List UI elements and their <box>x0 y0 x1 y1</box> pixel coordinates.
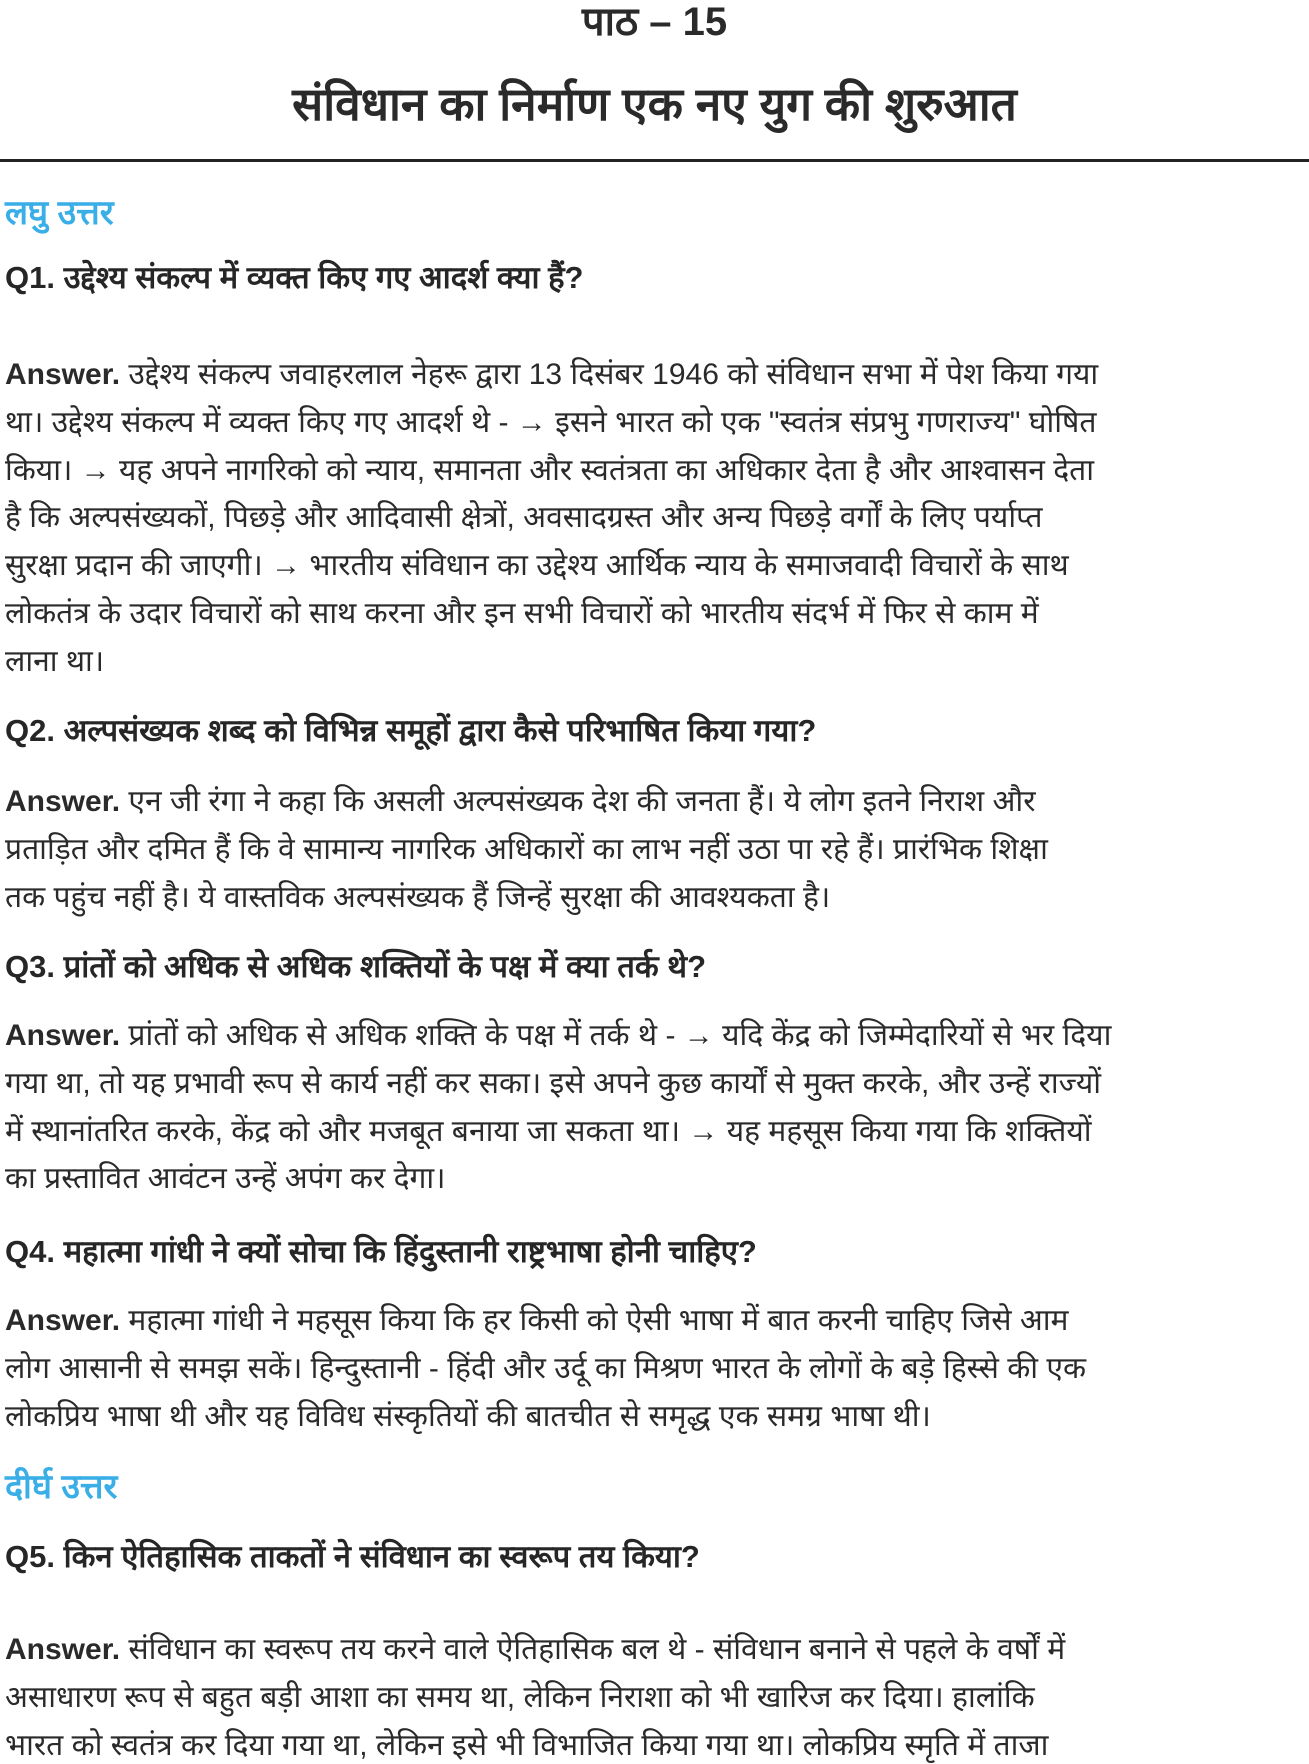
answer-line <box>5 1346 1086 1387</box>
answer-text: लोकप्रिय भाषा थी और यह विविध संस्कृतियों की बातचीत से समृद्ध एक समग्र भाषा थी। <box>5 1399 931 1433</box>
answer-text: लाना था। <box>5 644 105 678</box>
answer-label: Answer. <box>5 785 121 818</box>
answer-line <box>5 779 1036 820</box>
question-4: Q4. महात्मा गांधी ने क्यों सोचा कि हिंदुस्तानी राष्ट्रभाषा होनी चाहिए? <box>5 1234 757 1269</box>
answer-text: सुरक्षा प्रदान की जाएगी। → भारतीय संविधान का उद्देश्य आर्थिक न्याय के समाजवादी विचारों के साथ <box>5 549 1069 583</box>
answer-text: था। उद्देश्य संकल्प में व्यक्त किए गए आदर्श थे - → इसने भारत को एक "स्वतंत्र संप्रभु गणराज्य" घोषित <box>5 405 1097 439</box>
answer-line <box>5 1298 1068 1339</box>
answer-line <box>5 1627 1065 1668</box>
chapter-title: संविधान का निर्माण एक नए युग की शुरुआत <box>292 78 1017 130</box>
answer-text: लोकतंत्र के उदार विचारों को साथ करना और इन सभी विचारों को भारतीय संदर्भ में फिर से काम में <box>5 597 1039 630</box>
answer-text: उद्देश्य संकल्प जवाहरलाल नेहरू द्वारा 13 दिसंबर 1946 को संविधान सभा में पेश किया गया <box>128 358 1099 391</box>
answer-line <box>5 352 1098 393</box>
answer-text: असाधारण रूप से बहुत बड़ी आशा का समय था, लेकिन निराशा को भी खारिज कर दिया। हालांकि <box>5 1680 1035 1714</box>
section-heading-short: लघु उत्तर <box>5 194 114 232</box>
question-1: Q1. उद्देश्य संकल्प में व्यक्त किए गए आदर्श क्या हैं? <box>5 260 584 295</box>
question-5: Q5. किन ऐतिहासिक ताकतों ने संविधान का स्वरूप तय किया? <box>5 1539 700 1574</box>
answer-line <box>5 495 1042 536</box>
answer-line <box>5 1675 1035 1716</box>
answer-text: भारत को स्वतंत्र कर दिया गया था, लेकिन इसे भी विभाजित किया गया था। लोकप्रिय स्मृति में ताजा <box>5 1728 1049 1762</box>
answer-line <box>5 1156 446 1197</box>
answer-line <box>5 639 104 680</box>
answer-line <box>5 1723 1048 1764</box>
answer-text: महात्मा गांधी ने महसूस किया कि हर किसी को ऐसी भाषा में बात करनी चाहिए जिसे आम <box>128 1304 1069 1337</box>
answer-text: में स्थानांतरित करके, केंद्र को और मजबूत बनाया जा सकता था। → यह महसूस किया गया कि शक्तियों <box>5 1114 1092 1148</box>
answer-label: Answer. <box>5 1304 121 1337</box>
answer-text: का प्रस्तावित आवंटन उन्हें अपंग कर देगा। <box>5 1162 446 1196</box>
answer-text: है कि अल्पसंख्यकों, पिछड़े और आदिवासी क्षेत्रों, अवसादग्रस्त और अन्य पिछड़े वर्गों के लिए पर्याप्त <box>5 501 1043 535</box>
answer-line <box>5 827 1048 868</box>
chapter-number: पाठ – 15 <box>581 0 728 44</box>
answer-line <box>5 591 1039 632</box>
answer-text: किया। → यह अपने नागरिको को न्याय, समानता और स्वतंत्रता का अधिकार देता है और आश्वासन देता <box>5 453 1095 487</box>
section-heading-long: दीर्घ उत्तर <box>5 1468 118 1506</box>
answer-line <box>5 1061 1101 1102</box>
answer-label: Answer. <box>5 1019 121 1052</box>
answer-line <box>5 1013 1111 1054</box>
divider <box>0 159 1309 162</box>
answer-text: एन जी रंगा ने कहा कि असली अल्पसंख्यक देश की जनता हैं। ये लोग इतने निराश और <box>128 785 1036 818</box>
answer-line <box>5 400 1096 441</box>
answer-line <box>5 1109 1092 1150</box>
answer-text: लोग आसानी से समझ सकें। हिन्दुस्तानी - हिंदी और उर्दू का मिश्रण भारत के लोगों के बड़े हिस्से की एक <box>5 1351 1087 1385</box>
answer-text: गया था, तो यह प्रभावी रूप से कार्य नहीं कर सका। इसे अपने कुछ कार्यों से मुक्त करके, और उन्हें राज्यों <box>5 1066 1101 1100</box>
answer-line <box>5 1394 931 1435</box>
answer-label: Answer. <box>5 358 121 391</box>
question-3: Q3. प्रांतों को अधिक से अधिक शक्तियों के पक्ष में क्या तर्क थे? <box>5 949 707 984</box>
answer-line <box>5 875 830 916</box>
answer-text: प्रांतों को अधिक से अधिक शक्ति के पक्ष में तर्क थे - → यदि केंद्र को जिम्मेदारियों से भर दिया <box>128 1019 1112 1052</box>
answer-text: संविधान का स्वरूप तय करने वाले ऐतिहासिक बल थे - संविधान बनाने से पहले के वर्षों में <box>128 1633 1066 1666</box>
question-2: Q2. अल्पसंख्यक शब्द को विभिन्न समूहों द्वारा कैसे परिभाषित किया गया? <box>5 713 817 748</box>
answer-text: तक पहुंच नहीं है। ये वास्तविक अल्पसंख्यक हैं जिन्हें सुरक्षा की आवश्यकता है। <box>5 880 831 914</box>
answer-text: प्रताड़ित और दमित हैं कि वे सामान्य नागरिक अधिकारों का लाभ नहीं उठा पा रहे हैं। प्रारंभिक शिक्षा <box>5 832 1048 866</box>
answer-line <box>5 543 1069 584</box>
answer-line <box>5 448 1094 489</box>
answer-label: Answer. <box>5 1633 121 1666</box>
